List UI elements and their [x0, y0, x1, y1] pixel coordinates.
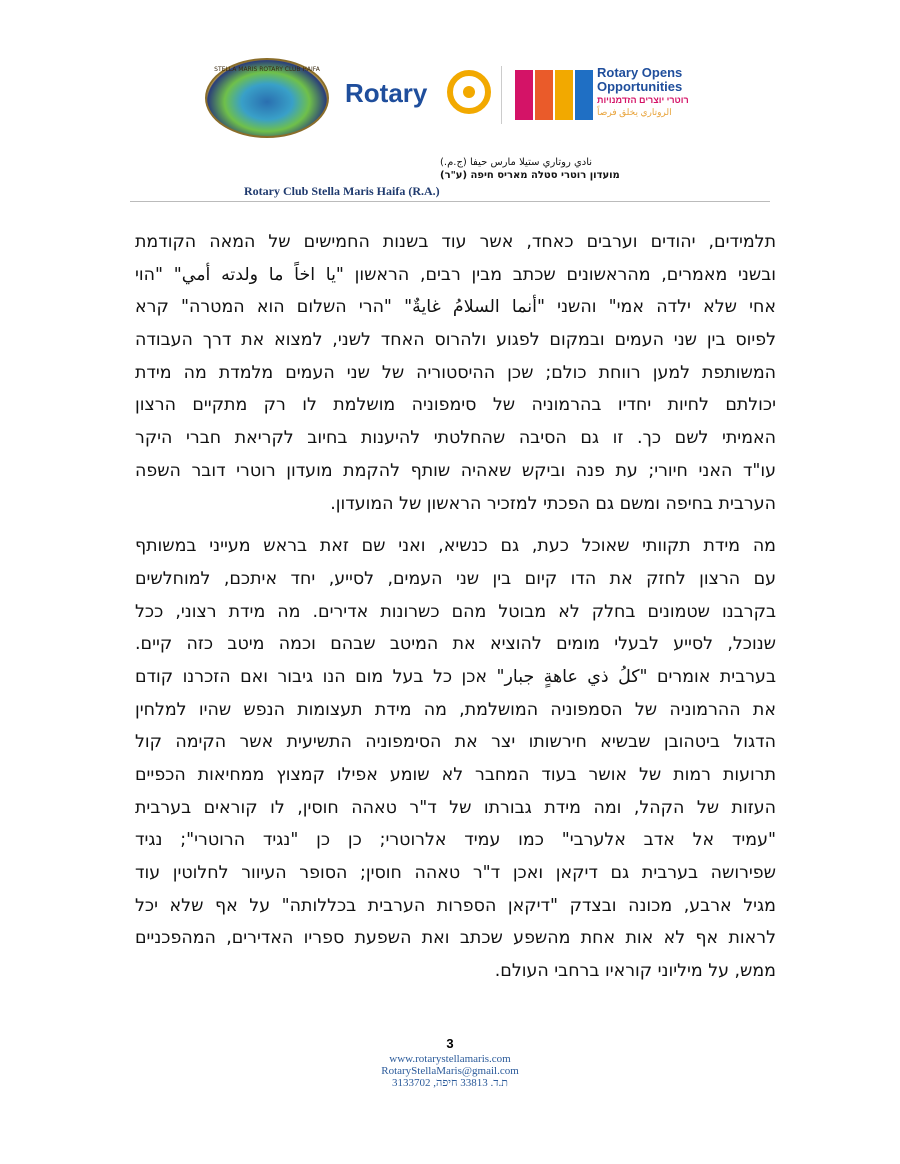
door-icon [555, 70, 573, 120]
text-line: עם הרצון לחזק את הדו קיום בין שני העמים, לסייע, יחד איתכם, למוחלשים [135, 568, 776, 589]
text-line: יכולתם לחיות יחדיו בהרמוניה של סימפוניה מושלמת לו רק מתקיים הרצון [135, 395, 776, 416]
header-rule [130, 201, 770, 202]
text-line: אחי שלא ילדה אמי" והשני "أنما السلامُ غايةٌ" "הרי השלום הוא המטרה" קרא [135, 297, 776, 318]
text-line: ובשני מאמרים, מהראשונים שכתב מבין רבים, הראשון "يا اخاً ما ولدته أمي" "הוי [135, 264, 776, 285]
footer-address: ת.ד. 33813 חיפה, 3133702 [392, 1077, 508, 1089]
text-line: בערבית אומרים "كلُ ذي عاهةٍ جبار" אכן כל בעל מום הנו גיבור ואם הזכרנו קודם [135, 666, 776, 687]
footer [0, 1053, 900, 1089]
text-line: שנוכל, לסייע לבעלי מומים להוציא את המיטב שבהם וכמה מיטב כזה קיים. [135, 634, 776, 655]
text-line: מה מידת תקוותי שאוכל כעת, גם כנשיא, ואני שם זאת בראש מעייני במשותף [135, 536, 776, 557]
text-line: הדגול ביטהובן שבשיא חירשותו יצר את הסימפוניה התשיעית אשר הקימה קול [135, 732, 776, 753]
page-number: 3 [446, 1036, 454, 1051]
text-line: עו"ד האני חיורי; עת פנה וביקש שאהיה שותף להקמת מועדון רוטרי דובר השפה [135, 460, 776, 481]
text-line: מגיל ארבע, מכונה ובצדק "דיקאן הספרות הערבית בכללותה" על אף שלא יכל [135, 895, 776, 916]
rotary-opens-opportunities-logo [597, 66, 689, 118]
text-line: תלמידים, יהודים וערבים כאחד, אשר עוד בשנות החמישים של המאה הקודמת [135, 232, 776, 252]
club-name-english: Rotary Club Stella Maris Haifa (R.A.) [244, 184, 440, 198]
logo-divider [501, 66, 502, 124]
text-line: הערבית בחיפה ומשם גם הפכתי למזכיר הראשון של המועדון. [330, 493, 776, 514]
door-icon [535, 70, 553, 120]
text-line: ממש, על מיליוני קוראיו ברחבי העולם. [494, 961, 776, 982]
header-logos [205, 58, 695, 138]
paragraph-1 [135, 226, 776, 520]
text-line: "עמיד אל אדב אלערבי" כמו עמיד אלרוטרי; כן כן "נגיד הרוטרי"; נגיד [135, 830, 776, 851]
rotary-wheel-icon [447, 70, 491, 114]
text-line: האמיתי לשם כך. זו גם הסיבה שהחלטתי להיענות בחיוב לקריאת חברי היקר [135, 428, 776, 449]
footer-email[interactable]: RotaryStellaMaris@gmail.com [381, 1065, 519, 1077]
text-line: תרועות רמות של אושר בעוד המחבר לא שומע אפילו קמצוץ ממחיאות הכפיים [135, 765, 776, 785]
document-body [135, 226, 776, 988]
text-line: את ההרמוניה של הסמפוניה המושלמת, מה מידת תעצומות הנפש שהיו למלחין [135, 699, 776, 720]
text-line: העזות של הקהל, ומה מידת גבורתו של ד"ר טאהה חוסין, לו קוראים בערבית [135, 797, 776, 818]
paragraph-2 [135, 530, 776, 988]
door-icon [515, 70, 533, 120]
rotary-wordmark: Rotary [345, 78, 428, 108]
text-line: לראות אף לא אות אחת מהשפע שכתב ואת השפעת ספריו האדירים, המהפכניים [135, 928, 776, 949]
text-line: המשותפת למען רווחת כולם; שכן ההיסטוריה של שני העמים מלמדת מה מידת [135, 362, 776, 383]
opens-line1: Rotary Opens [597, 65, 683, 80]
club-seal-logo [205, 58, 329, 138]
club-name-hebrew: מועדון רוטרי סטלה מאריס חיפה (ע"ר) [440, 170, 620, 181]
text-line: לפיוס בין שני העמים ובמקום לפגוע ולהרוס האחד לשני, למצוא את דרך העבודה [135, 330, 776, 351]
seal-text: STELLA MARIS ROTARY CLUB HAIFA [214, 66, 320, 73]
opens-line2: Opportunities [597, 79, 683, 94]
opens-hebrew: רוטרי יוצרים הזדמנויות [597, 95, 689, 105]
door-icon [575, 70, 593, 120]
footer-website[interactable]: www.rotarystellamaris.com [389, 1053, 511, 1065]
doors-logo [515, 66, 593, 124]
opens-arabic: الروتاري يخلق فرصاً [597, 107, 672, 117]
club-name-arabic: نادي روتاري ستيلا مارس حيفا (ج.م.) [440, 157, 593, 168]
text-line: שפירושה בערבית גם דיקאן ואכן ד"ר טאהה חוסין; הסופר העיוור לחלוטין עוד [135, 863, 776, 884]
text-line: בקרבנו שטמונים בחלק לא מבוטל מהם כשרונות אדירים. מה מידת רצוני, ככל [135, 601, 776, 622]
